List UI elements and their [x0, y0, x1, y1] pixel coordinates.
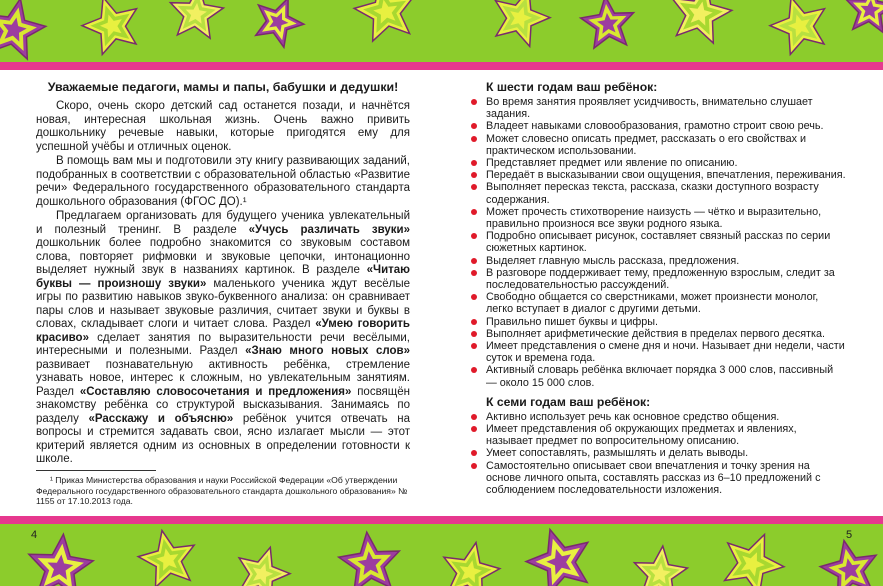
- list-item: [466, 328, 846, 340]
- top-star-band: [0, 0, 883, 62]
- bullet-icon: [471, 343, 477, 349]
- list-item: [466, 181, 846, 205]
- list-item-text: Самостоятельно описывает свои впечатления и точку зрения на основе личного опыта, составлять рассказ из 6–10 предложений с соблюдением последовательности изложения.: [486, 459, 821, 497]
- list-item-text: В разговоре поддерживает тему, предложенную взрослым, следит за последовательностью рассуждений.: [486, 266, 835, 292]
- list-item-text: Имеет представления об окружающих предметах и явлениях, называет предмет по вопросительному описанию.: [486, 423, 797, 448]
- p3-text-6: посвящён знакомству ребёнка со структурой высказывания. Занимаясь по разделу: [36, 385, 410, 425]
- list-item-text: Владеет навыками словообразования, грамотно строит свою речь.: [486, 120, 824, 133]
- list-item: [466, 169, 846, 181]
- section-title-seven: К семи годам ваш ребёнок:: [486, 394, 651, 409]
- p3-text-2: дошкольник более подробно знакомится со звуковым составом слова, повторяет рифмовки и звуковые цепочки, интонационно выделяет нужный звук в названиях картинок. В разделе: [36, 237, 410, 276]
- bullet-icon: [471, 233, 477, 239]
- list-item: [466, 316, 846, 328]
- list-item: [466, 133, 846, 157]
- list-item: [466, 157, 846, 169]
- list-item-text: Имеет представления о смене дня и ночи. Называет дни недели, части суток и времена года.: [486, 340, 845, 365]
- list-item-text: Выполняет пересказ текста, рассказа, сказки доступного возрасту содержания.: [486, 181, 819, 206]
- list-item: [466, 447, 846, 459]
- left-page-content: [36, 80, 410, 468]
- section-title-six: К шести годам ваш ребёнок:: [486, 80, 658, 94]
- list-item-text: Активный словарь ребёнка включает порядка 3 000 слов, пассивный — около 15 000 слов.: [486, 364, 834, 389]
- list-item-text: Выделяет главную мысль рассказа, предложения.: [486, 254, 740, 267]
- skills-list-six: [466, 96, 846, 389]
- section-name-explain: «Расскажу и объясню»: [88, 412, 234, 425]
- bullet-icon: [471, 463, 477, 469]
- list-item: [466, 96, 846, 120]
- list-item-text: Представляет предмет или явление по описанию.: [486, 157, 738, 170]
- page-title: Уважаемые педагоги, мамы и папы, бабушки и дедушки!: [47, 80, 399, 94]
- bullet-icon: [471, 258, 477, 264]
- list-item: [466, 206, 846, 230]
- intro-paragraph-3: [36, 210, 410, 467]
- bullet-icon: [471, 209, 477, 215]
- list-item: [466, 423, 846, 447]
- bullet-icon: [471, 270, 477, 276]
- list-item-text: Активно использует речь как основное средство общения.: [486, 410, 780, 423]
- bullet-icon: [471, 172, 477, 178]
- bullet-icon: [471, 160, 477, 166]
- page-number-left: 4: [31, 529, 38, 541]
- list-item-text: Подробно описывает рисунок, составляет связный рассказ по серии сюжетных картинок.: [486, 230, 831, 255]
- bottom-star-pattern: [0, 524, 883, 586]
- bullet-icon: [471, 450, 477, 456]
- right-page-content: [466, 80, 846, 502]
- p3-text-4: сделает занятия по выразительности речи весёлыми, интересными и полезными. Раздел: [36, 331, 410, 357]
- list-item: [466, 460, 846, 497]
- p3-text-1: Предлагаем организовать для будущего ученика увлекательный и полезный тренинг. В разделе: [36, 210, 410, 236]
- section-name-phrases: «Составляю словосочетания и предложения»: [79, 385, 352, 398]
- list-item-text: Передаёт в высказывании свои ощущения, впечатления, переживания.: [486, 169, 846, 182]
- list-item: [466, 411, 846, 423]
- list-item: [466, 230, 846, 254]
- section-name-words: «Знаю много новых слов»: [245, 345, 410, 357]
- list-item: [466, 255, 846, 267]
- footnote-divider: [36, 470, 156, 471]
- bullet-icon: [471, 319, 477, 325]
- bottom-pink-stripe: [0, 516, 883, 524]
- list-item-text: Правильно пишет буквы и цифры.: [486, 315, 659, 328]
- list-item: [466, 120, 846, 132]
- skills-list-seven: [466, 411, 846, 496]
- bullet-icon: [471, 367, 477, 373]
- list-item-text: Выполняет арифметические действия в пределах первого десятка.: [486, 327, 825, 340]
- bullet-icon: [471, 331, 477, 337]
- list-item: [466, 340, 846, 364]
- bullet-icon: [471, 136, 477, 142]
- list-item-text: Может словесно описать предмет, рассказать о его свойствах и практическом использовании.: [486, 132, 807, 157]
- list-item: [466, 364, 846, 388]
- intro-paragraph-1: Скоро, очень скоро детский сад останется позади, и начнётся новая, интересная школьная жизнь. Очень важно привить дошкольнику речевые навыки, которые пригодятся ему для успешной учёбы и отличных оценок.: [36, 100, 410, 153]
- bullet-icon: [471, 294, 477, 300]
- bottom-star-band: [0, 524, 883, 586]
- page-number-right: 5: [846, 529, 853, 541]
- section-name-speak: «Умею говорить красиво»: [36, 318, 410, 344]
- intro-paragraph-2: В помощь вам мы и подготовили эту книгу развивающих заданий, подобранных в соответствии с образовательной областью «Развитие речи» Федерального государственного образовательного стандарта дошкольного образования (ФГОС ДО).¹: [36, 155, 410, 208]
- list-item-text: Умеет сопоставлять, размышлять и делать выводы.: [486, 447, 749, 460]
- bullet-icon: [471, 414, 477, 420]
- bullet-icon: [471, 99, 477, 105]
- list-item: [466, 267, 846, 291]
- list-item: [466, 291, 846, 315]
- top-pink-stripe: [0, 62, 883, 70]
- footnote: ¹ Приказ Министерства образования и науки Российской Федерации «Об утверждении Федерального государственного образовательного стандарта дошкольного образования» № 1155 от 17.10.2013 года.: [36, 475, 408, 506]
- p3-text-7: ребёнок учится отвечать на вопросы и стремится задавать свои, ясно излагает мысли — этот критерий является одним из основных в определении готовности к школе.: [36, 412, 411, 465]
- bullet-icon: [471, 184, 477, 190]
- p3-text-5: развивает познавательную активность ребёнка, стремление узнавать новое, интерес к сложным, но увлекательным занятиям. Раздел: [36, 358, 410, 398]
- bullet-icon: [471, 426, 477, 432]
- p3-text-3: маленького ученика ждут весёлые игры по развитию навыков звуко-буквенного анализа: он сравнивает пары слов и называет звуковые различия, считает звуки и буквы в словах, складывает слоги и читает слова. Раздел: [36, 277, 410, 330]
- bullet-icon: [471, 123, 477, 129]
- section-name-sounds: «Учусь различать звуки»: [248, 223, 410, 236]
- list-item-text: Свободно общается со сверстниками, может произнести монолог, легко вступает в диалог с другими детьми.: [486, 291, 819, 316]
- top-star-pattern: [0, 0, 883, 62]
- list-item-text: Во время занятия проявляет усидчивость, внимательно слушает задания.: [486, 96, 813, 121]
- list-item-text: Может прочесть стихотворение наизусть — чётко и выразительно, правильно произнося все звуки родного языка.: [486, 205, 822, 231]
- section-name-letters: «Читаю буквы — произношу звуки»: [36, 264, 410, 290]
